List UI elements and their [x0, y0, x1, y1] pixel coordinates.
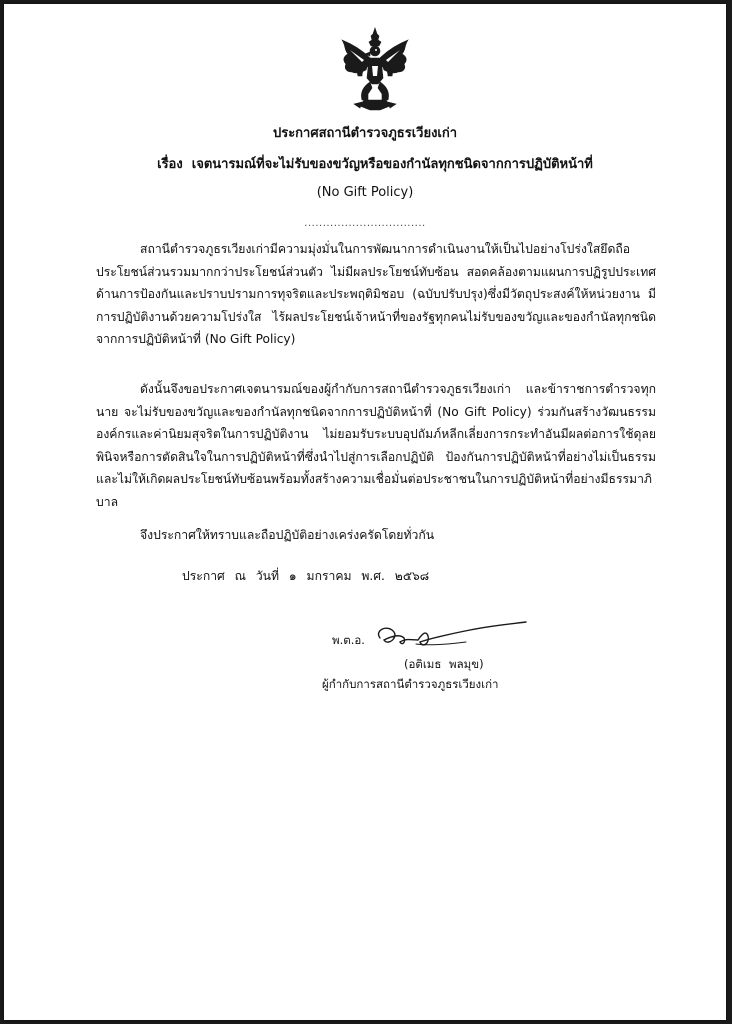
paragraph-line: ดังนั้นจึงขอประกาศเจตนารมณ์ของผู้กำกับการสถานีตำรวจภูธรเวียงเก่า และข้าราชการตำรวจทุก — [140, 382, 656, 396]
paragraph-line: นาย จะไม่รับของขวัญและของกำนัลทุกชนิดจากการปฏิบัติหน้าที่ (No Gift Policy) ร่วมกันสร้างวัฒนธรรม — [96, 404, 656, 419]
subject-label: เรื่อง — [157, 157, 183, 172]
paragraph-line: บาล — [96, 494, 119, 509]
garuda-emblem-icon — [334, 26, 416, 112]
subject-text: เจตนารมณ์ที่จะไม่รับของขวัญหรือของกำนัลทุกชนิดจากการปฏิบัติหน้าที่ — [191, 157, 593, 172]
paragraph-line: องค์กรและค่านิยมสุจริตในการปฏิบัติงาน ไม่ยอมรับระบบอุปถัมภ์หลีกเลี่ยงการกระทำอันมีผลต่อการใช้ดุลย — [96, 427, 656, 442]
paragraph-line: ประโยชน์ส่วนรวมมากกว่าประโยชน์ส่วนตัว ไม่มีผลประโยชน์ทับซ้อน สอดคล้องตามแผนการปฏิรูปประเทศ — [96, 264, 656, 279]
paragraph-declaration — [96, 378, 656, 514]
paragraph-line: ด้านการป้องกันและปราบปรามการทุจริตและประพฤติมิชอบ (ฉบับปรับปรุง)ซึ่งมีวัตถุประสงค์ให้หน่วยงาน มี — [96, 287, 656, 302]
separator-dots: ................................. — [304, 218, 426, 229]
paragraph-closing — [96, 524, 656, 547]
paragraph-line: สถานีตำรวจภูธรเวียงเก่ามีความมุ่งมั่นในการพัฒนาการดำเนินงานให้เป็นไปอย่างโปร่งใสยึดถือ — [140, 242, 631, 256]
announcement-date: ประกาศ ณ วันที่ ๑ มกราคม พ.ศ. ๒๕๖๘ — [182, 569, 430, 583]
policy-name: (No Gift Policy) — [316, 185, 414, 200]
document-page — [4, 4, 726, 1020]
signer-name: (อติเมธ พลมุข) — [404, 657, 484, 671]
paragraph-line: และไม่ให้เกิดผลประโยชน์ทับซ้อนพร้อมทั้งสร้างความเชื่อมั่นต่อประชาชนในการปฏิบัติหน้าที่อย่างมีธรรมาภิ — [96, 472, 652, 487]
announcement-subject-line — [24, 153, 726, 174]
announcement-title: ประกาศสถานีตำรวจภูธรเวียงเก่า — [272, 126, 458, 141]
handwritten-signature — [370, 616, 530, 656]
paragraph-intro — [96, 238, 656, 351]
signer-rank: พ.ต.อ. — [332, 633, 365, 647]
paragraph-line: จากการปฏิบัติหน้าที่ (No Gift Policy) — [96, 332, 296, 347]
paragraph-line: การปฏิบัติงานด้วยความโปร่งใส ไร้ผลประโยชน์เจ้าหน้าที่ของรัฐทุกคนไม่รับของขวัญและของกำนัลทุกชนิด — [96, 309, 656, 324]
paragraph-line: พินิจหรือการตัดสินใจในการปฏิบัติหน้าที่ซึ่งนำไปสู่การเลือกปฏิบัติ ป้องกันการปฏิบัติหน้าที่อย่างไม่เป็นธรรม — [96, 449, 656, 464]
paragraph-line: จึงประกาศให้ทราบและถือปฏิบัติอย่างเคร่งครัดโดยทั่วกัน — [140, 528, 435, 542]
signer-position: ผู้กำกับการสถานีตำรวจภูธรเวียงเก่า — [322, 677, 499, 691]
